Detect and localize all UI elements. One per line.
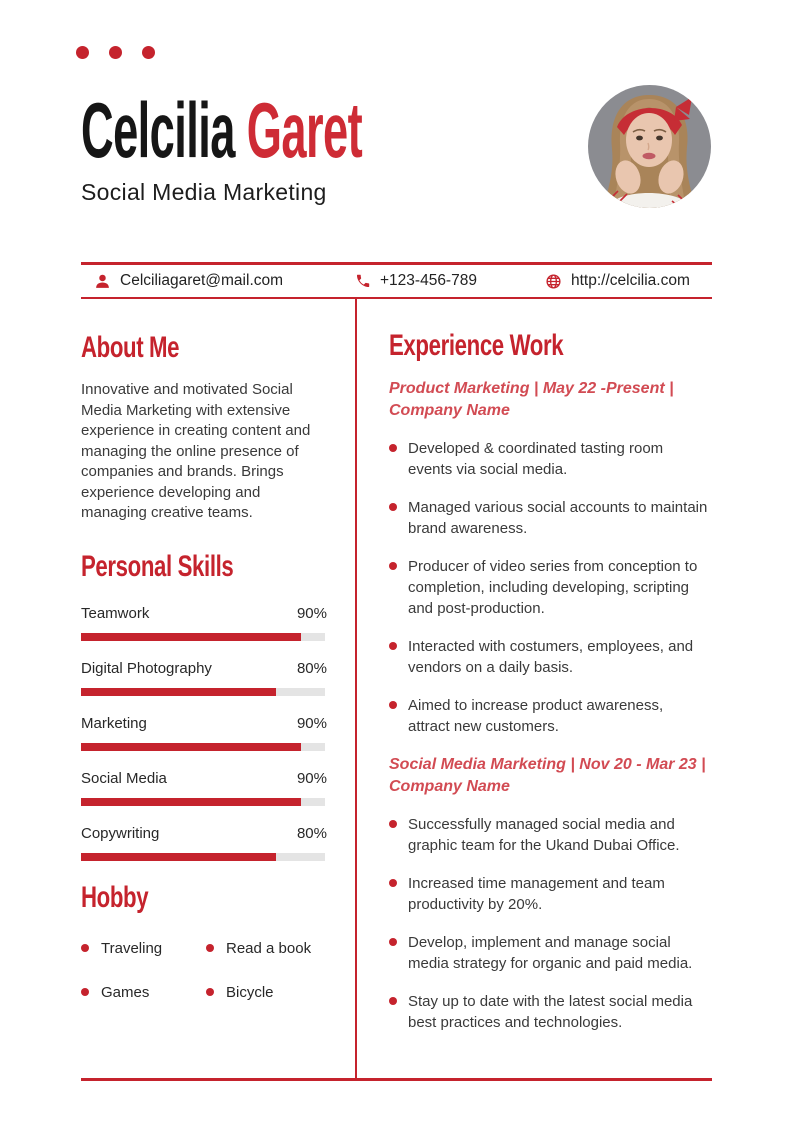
skill-bar-track: [81, 688, 325, 696]
contact-bar: [81, 262, 712, 299]
hobby-item: [206, 940, 327, 957]
name-block: [81, 86, 566, 206]
job-bullet-item: [389, 873, 712, 915]
skill-item: [81, 770, 327, 806]
job-bullet-item: [389, 932, 712, 974]
skill-bar-track: [81, 743, 325, 751]
skill-item: [81, 605, 327, 641]
job-bullet-text: Increased time management and team productivity by 20%.: [408, 875, 665, 913]
skills-list: [81, 605, 327, 861]
skill-bar-fill: [81, 688, 276, 696]
skill-percent: 90%: [296, 769, 327, 787]
hobby-item: [206, 984, 327, 1001]
contact-phone: [355, 272, 545, 290]
bullet-dot-icon: [389, 701, 397, 709]
right-column: [355, 299, 712, 1078]
person-first-name: Celcilia: [81, 86, 235, 174]
job-title: Social Media Marketing | Nov 20 - Mar 23 | Company Name: [389, 756, 706, 795]
job-bullet-item: [389, 636, 712, 678]
skill-bar-track: [81, 633, 325, 641]
job-bullet-item: [389, 991, 712, 1033]
job-bullet-text: Interacted with costumers, employees, and vendors on a daily basis.: [408, 638, 694, 676]
skill-item: [81, 660, 327, 696]
skill-bar-track: [81, 798, 325, 806]
skill-label: Digital Photography: [81, 659, 212, 677]
skill-bar-fill: [81, 853, 276, 861]
contact-website: [545, 272, 712, 290]
bullet-dot-icon: [389, 444, 397, 452]
bullet-dot-icon: [389, 997, 397, 1005]
hobby-item: [81, 984, 206, 1001]
hobby-heading: Hobby: [81, 880, 149, 914]
hobby-label: Read a book: [226, 939, 312, 957]
resume-body: [81, 299, 712, 1081]
contact-phone-text: +123-456-789: [380, 272, 477, 289]
profile-photo: [588, 85, 711, 208]
bullet-dot-icon: [81, 944, 89, 952]
skill-bar-fill: [81, 798, 301, 806]
job-role-subtitle: Social Media Marketing: [81, 179, 327, 205]
contact-email-text: Celciliagaret@mail.com: [120, 272, 284, 289]
hobby-label: Traveling: [101, 939, 163, 957]
skills-heading: Personal Skills: [81, 549, 234, 583]
skill-percent: 90%: [296, 604, 327, 622]
job-title: Product Marketing | May 22 -Present | Company Name: [389, 380, 674, 419]
red-dot-icon: [109, 46, 122, 59]
skill-label: Copywriting: [81, 824, 160, 842]
job-bullet-item: [389, 814, 712, 856]
experience-heading: Experience Work: [389, 329, 564, 362]
bullet-dot-icon: [389, 562, 397, 570]
job-bullet-text: Developed & coordinated tasting room events via social media.: [408, 440, 664, 478]
red-dot-icon: [142, 46, 155, 59]
red-dot-icon: [76, 46, 89, 59]
globe-icon: [545, 273, 562, 290]
job-bullet-text: Producer of video series from conception to completion, including developing, scripting and post-production.: [408, 558, 698, 617]
experience-jobs: [389, 378, 712, 1033]
bullet-dot-icon: [389, 503, 397, 511]
skill-label-row: [81, 825, 327, 842]
skill-label-row: [81, 660, 327, 677]
job-bullet-item: [389, 695, 712, 737]
skill-item: [81, 715, 327, 751]
hobby-label: Games: [101, 983, 150, 1001]
person-name: [81, 86, 363, 174]
person-last-name: Garet: [246, 86, 363, 174]
hobby-item: [81, 940, 206, 957]
job-bullet-text: Develop, implement and manage social media strategy for organic and paid media.: [408, 934, 693, 972]
skill-percent: 90%: [296, 714, 327, 732]
about-heading: About Me: [81, 331, 180, 364]
bullet-dot-icon: [389, 820, 397, 828]
skill-label-row: [81, 770, 327, 787]
person-icon: [94, 273, 111, 290]
left-column: [81, 299, 355, 1078]
hobby-label: Bicycle: [226, 983, 274, 1001]
skill-bar-fill: [81, 633, 301, 641]
bullet-dot-icon: [206, 944, 214, 952]
skill-bar-fill: [81, 743, 301, 751]
bullet-dot-icon: [389, 642, 397, 650]
skill-item: [81, 825, 327, 861]
bullet-dot-icon: [389, 938, 397, 946]
phone-icon: [355, 273, 371, 289]
bullet-dot-icon: [389, 879, 397, 887]
skill-bar-track: [81, 853, 325, 861]
skill-label: Marketing: [81, 714, 147, 732]
three-red-dots-decoration: [76, 46, 155, 59]
skill-label-row: [81, 605, 327, 622]
job-entry: [389, 378, 712, 737]
about-text: Innovative and motivated Social Media Marketing with extensive experience in creating content and managing the online presence of companies and brands. Brings experience developing and managing creative teams.: [81, 381, 311, 521]
job-bullet-text: Managed various social accounts to maintain brand awareness.: [408, 499, 708, 537]
skill-percent: 80%: [296, 659, 327, 677]
job-bullet-text: Aimed to increase product awareness, attract new customers.: [408, 697, 664, 735]
job-bullet-text: Successfully managed social media and graphic team for the Ukand Dubai Office.: [408, 816, 680, 854]
job-bullet-item: [389, 497, 712, 539]
hobby-list: [81, 940, 327, 1001]
contact-website-text: http://celcilia.com: [571, 272, 690, 289]
skill-label-row: [81, 715, 327, 732]
job-entry: [389, 754, 712, 1033]
skill-label: Teamwork: [81, 604, 150, 622]
job-bullet-item: [389, 556, 712, 619]
contact-email: [81, 272, 355, 290]
bullet-dot-icon: [206, 988, 214, 996]
skill-percent: 80%: [296, 824, 327, 842]
resume-header: [0, 0, 793, 262]
job-bullet-text: Stay up to date with the latest social media best practices and technologies.: [408, 993, 693, 1031]
job-bullet-item: [389, 438, 712, 480]
bullet-dot-icon: [81, 988, 89, 996]
skill-label: Social Media: [81, 769, 167, 787]
